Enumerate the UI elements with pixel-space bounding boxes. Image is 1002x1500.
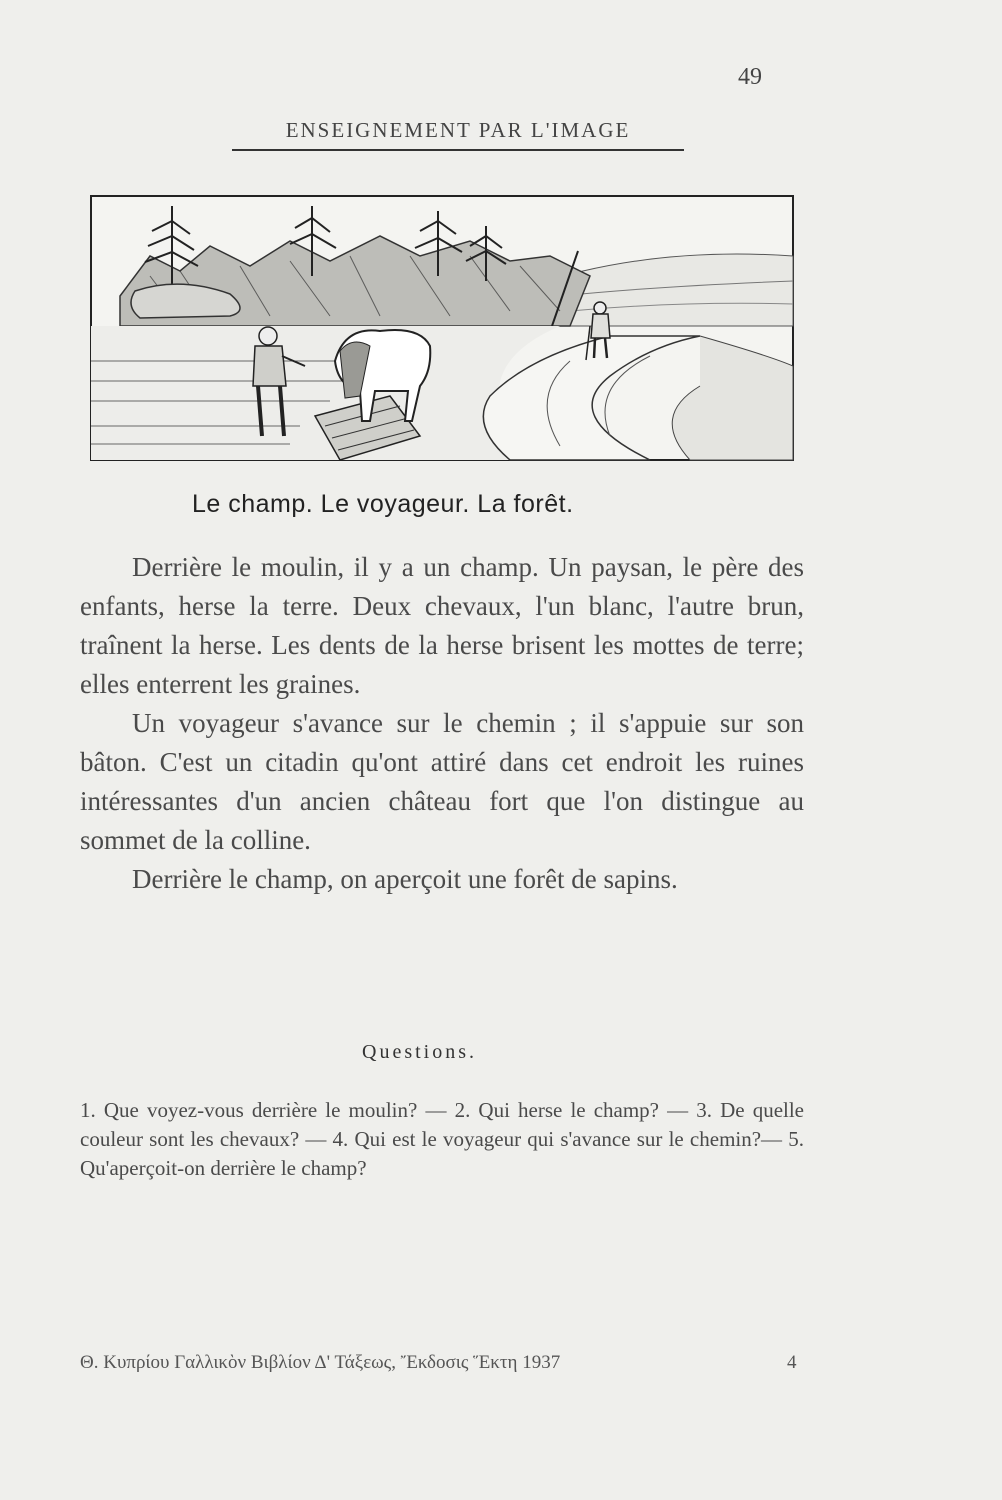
paragraph-1: Derrière le moulin, il y a un champ. Un paysan, le père des enfants, herse la terre. Deux chevaux, l'un blanc, l'autre brun, traînent la herse. Les dents de la herse brisent les mottes de terre; elles enterrent les graines. (80, 552, 804, 699)
paragraph-2: Un voyageur s'avance sur le chemin ; il s'appuie sur son bâton. C'est un citadin qu'ont attiré dans cet endroit les ruines intéressantes d'un ancien château fort que l'on distingue au sommet de la colline. (80, 708, 804, 855)
question-5: 5. Qu'aperçoit-on derrière le champ? (80, 1127, 804, 1180)
questions-heading: Questions. (362, 1041, 477, 1063)
question-1: 1. Que voyez-vous derrière le moulin? — (80, 1098, 455, 1122)
body-text (80, 548, 804, 899)
page-number: 49 (738, 64, 762, 90)
illustration-field-traveler-forest (90, 186, 794, 462)
question-2: 2. Qui herse le champ? — (454, 1098, 697, 1122)
footer-signature-mark: 4 (787, 1352, 797, 1373)
running-head: ENSEIGNEMENT PAR L'IMAGE (232, 118, 684, 151)
question-4: 4. Qui est le voyageur qui s'avance sur le chemin?— (332, 1127, 789, 1151)
illustration-caption: Le champ. Le voyageur. La forêt. (192, 490, 574, 518)
questions-list (80, 1096, 804, 1183)
footer-publication: Θ. Κυπρίου Γαλλικὸν Βιβλίον Δ' Τάξεως, Ἔκδοσις Ἕκτη 1937 (80, 1352, 561, 1373)
question-3: 3. De quelle couleur sont les chevaux? — (80, 1098, 804, 1151)
paragraph-3: Derrière le champ, on aperçoit une forêt de sapins. (132, 864, 678, 894)
